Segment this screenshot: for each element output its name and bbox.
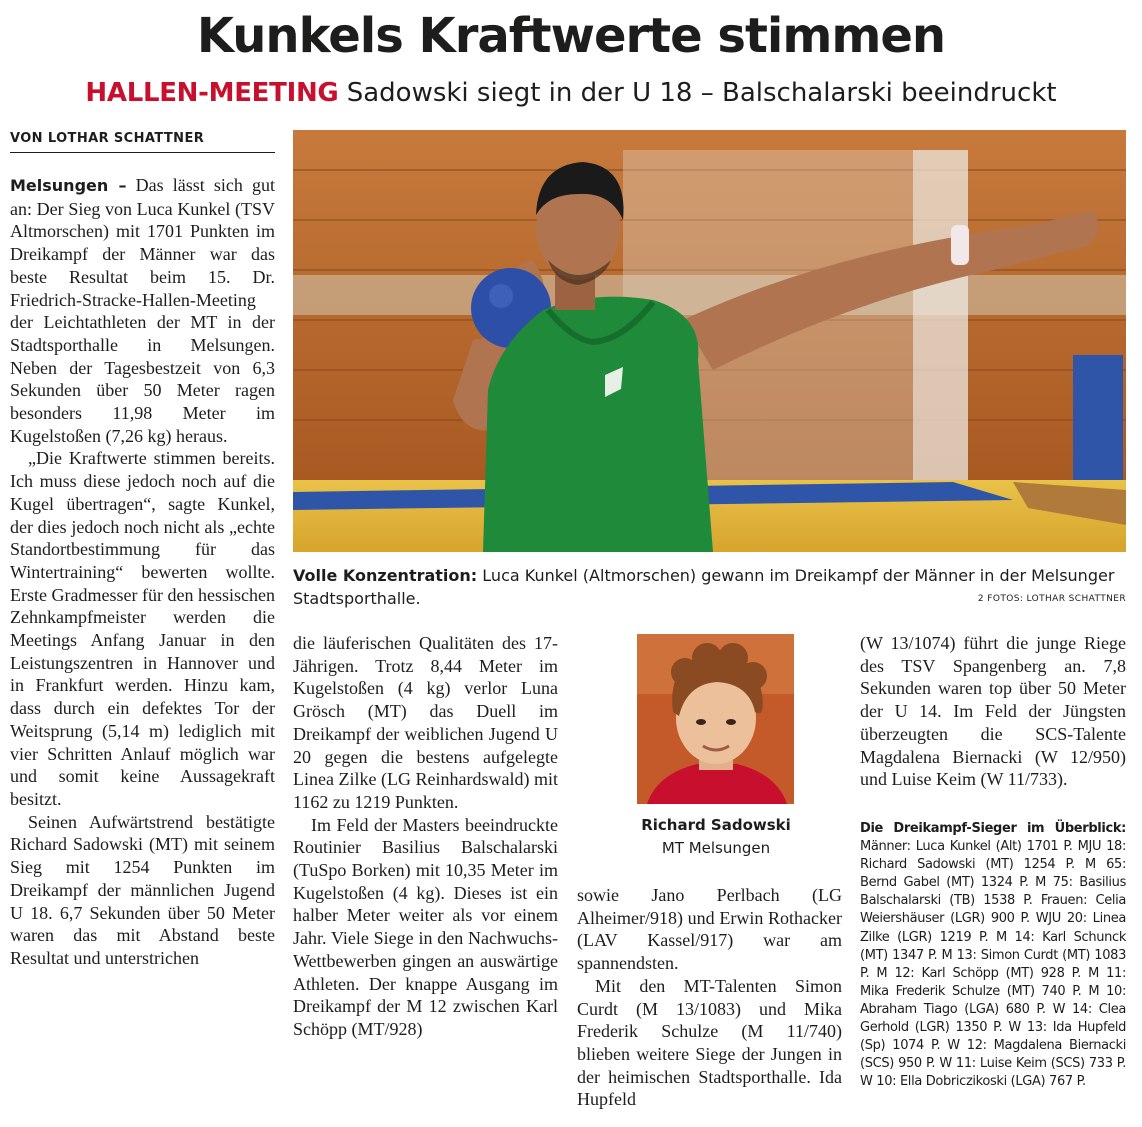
shot-putter-illustration xyxy=(293,130,1126,552)
subheadline-text: Sadowski siegt in der U 18 – Balschalarski beeindruckt xyxy=(346,78,1057,108)
portrait-photo xyxy=(637,634,794,804)
caption-text: Luca Kunkel (Altmorschen) gewann im Dreikampf der Männer in der Melsunger Stadtsporthalle. xyxy=(293,566,1115,608)
results-text: Männer: Luca Kunkel (Alt) 1701 P. MJU 18: Richard Sadowski (MT) 1254 P. M 65: Bernd Gabel (MT) 1324 P. M 75: Basilius Balschalarski (TB) 1538 P. Frauen: Celia Weiershäuser (LGR) 900 P. WJU 20: Linea Zilke (LGR) 1219 P. M 14: Karl Schunck (MT) 1347 P. M 13: Simon Curdt (MT) 1083 P. M 12: Karl Schöpp (MT) 928 P. M 11: Mika Frederik Schulze (MT) 740 P. M 10: Abraham Tiago (LGA) 680 P. W 14: Clea Gerhold (LGR) 1350 P. W 13: Ida Hupfeld (Sp) 1074 P. W 12: Magdalena Biernacki (SCS) 950 P. W 11: Luise Keim (SCS) 733 P. W 10: Ella Dobriczikoski (LGA) 767 P. xyxy=(860,839,1126,1090)
article-column-1 xyxy=(10,174,275,970)
article-paragraph: die läuferischen Qualitäten des 17-Jährigen. Trotz 8,44 Meter im Kugelstoßen (4 kg) verlor Luna Grösch (MT) das Duell im Dreikampf der weiblichen Jugend U 20 gegen die bestens aufgelegte Linea Zilke (LG Reinhardswald) mit 1162 zu 1219 Punkten. xyxy=(293,633,558,812)
dateline: Melsungen – xyxy=(10,176,127,195)
headline: Kunkels Kraftwerte stimmen xyxy=(196,8,946,64)
article-paragraph: (W 13/1074) führt die junge Riege des TSV Spangenberg an. 7,8 Sekunden waren top über 50 Meter der U 14. Im Feld der Jüngsten überzeugten die SCS-Talente Magdalena Biernacki (W 12/950) und Luise Keim (W 11/733). xyxy=(860,633,1126,790)
portrait-illustration xyxy=(637,634,794,804)
byline: VON LOTHAR SCHATTNER xyxy=(10,131,275,153)
article-paragraph: Mit den MT-Talenten Simon Curdt (M 13/1083) und Mika Frederik Schulze (M 11/740) blieben weitere Siege der Jungen in der heimischen Stadtsporthalle. Ida Hupfeld xyxy=(577,975,842,1110)
article-paragraph xyxy=(10,174,275,447)
article-paragraph: Seinen Aufwärtstrend bestätigte Richard Sadowski (MT) mit seinem Sieg mit 1254 Punkten im Dreikampf der männlichen Jugend U 18. 6,7 Sekunden über 50 Meter waren das mit Abstand beste Resultat und unterstrichen xyxy=(10,811,275,968)
main-photo xyxy=(293,130,1126,552)
paragraph-text: Das lässt sich gut an: Der Sieg von Luca Kunkel (TSV Altmorschen) mit 1701 Punkten im Dreikampf der Männer war das beste Resultat beim 15. Dr. Friedrich-Stracke-Hallen-Meeting der Leichtathleten der MT in der Stadtsporthalle in Melsungen. Neben der Tagesbestzeit von 6,3 Sekunden über 50 Meter ragen besonders 11,98 Meter im Kugelstoßen (7,26 kg) heraus. xyxy=(10,175,276,446)
article-paragraph: „Die Kraftwerte stimmen bereits. Ich muss diese jedoch noch auf die Kugel übertragen“, sagte Kunkel, der dies jedoch noch nicht als „echte Standortbestimmung für das Wintertraining“ bewerten wollte. Erste Gradmesser für den hessischen Zehnkampfmeister werden die Meetings Anfang Januar in den Leistungszentren in Hannover und in Frankfurt werden. Hinzu kam, dass durch ein defektes Tor der Weitsprung (5,14 m) lediglich mit vier Schritten Anlauf möglich war und somit keine Aussagekraft besitzt. xyxy=(10,448,275,809)
kicker: HALLEN-MEETING xyxy=(85,78,339,108)
article-column-2 xyxy=(293,632,558,1041)
article-paragraph: sowie Jano Perlbach (LG Alheimer/918) und Erwin Rothacker (LAV Kassel/917) war am spannendsten. xyxy=(577,885,842,974)
results-box xyxy=(860,820,1126,1091)
results-title: Die Dreikampf-Sieger im Überblick: xyxy=(860,821,1126,836)
article-column-4 xyxy=(860,632,1126,791)
photo-credit: 2 FOTOS: LOTHAR SCHATTNER xyxy=(977,594,1126,604)
article-paragraph: Im Feld der Masters beeindruckte Routinier Basilius Balschalarski (TuSpo Borken) mit 10,35 Meter im Kugelstoßen (4 kg). Dieses ist ein halber Meter weiter als vor einem Jahr. Viele Siege in den Nachwuchs-Wettbewerben gingen an auswärtige Athleten. Der knappe Ausgang im Dreikampf der M 12 zwischen Karl Schöpp (MT/928) xyxy=(293,814,558,1039)
caption-lead: Volle Konzentration: xyxy=(293,566,478,585)
article-column-3 xyxy=(577,884,842,1111)
portrait-club: MT Melsungen xyxy=(661,839,771,857)
portrait-name: Richard Sadowski xyxy=(641,816,791,834)
subheadline xyxy=(0,78,1142,108)
